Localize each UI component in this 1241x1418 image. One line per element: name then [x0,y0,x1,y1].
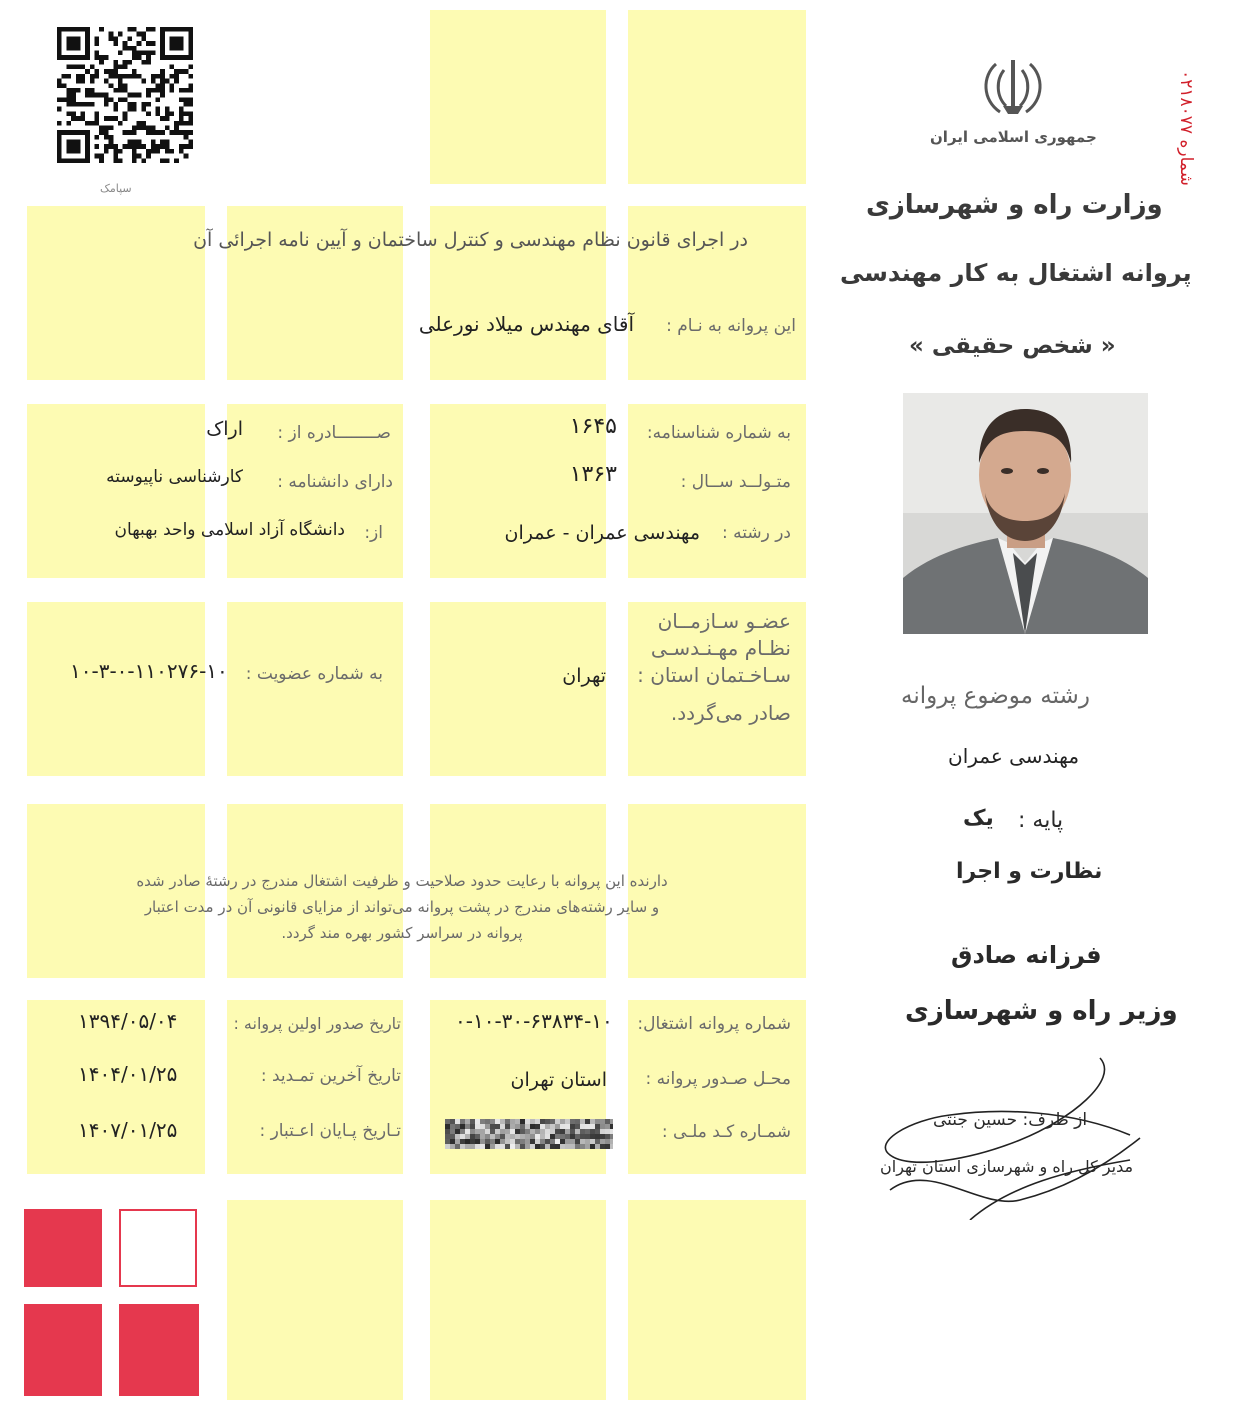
national-code-label: شمـاره کـد ملـی : [661,1122,791,1142]
renewal-value: ۱۴۰۴/۰۱/۲۵ [78,1062,178,1086]
stamp-square-outline [119,1209,197,1287]
holder-name: آقای مهندس میلاد نورعلی [418,312,634,336]
membership-number-label: به شماره عضویت : [245,664,383,684]
qr-caption: سپامک [100,182,132,195]
issued-from-label: صــــــــادره از : [277,423,391,443]
signature [870,1050,1170,1220]
id-number-value: ۱۶۴۵ [569,414,617,439]
first-issue-label: تاریخ صدور اولین پروانه : [233,1014,401,1033]
license-title: پروانه اشتغال به کار مهندسی [840,259,1192,287]
serial-number: شماره ۰۲۱۸۰۷۷ [1176,70,1196,186]
signatory-title: مدیر کل راه و شهرسازی استان تهران [880,1157,1134,1176]
holder-photo [903,393,1148,634]
person-type: « شخص حقیقی » [909,333,1116,359]
signatory-by: از طرف: حسین جنتی [933,1110,1088,1130]
issued-from-value: اراک [206,418,243,440]
subject-field: مهندسی عمران [948,744,1080,768]
renewal-label: تاریخ آخرین تمـدید : [260,1066,401,1086]
license-number-value: ۰-۱۰-۳۰-۶۳۸۳۴-۱۰ [455,1009,613,1033]
minister-name: فرزانه صادق [951,941,1102,969]
birth-year-label: متـولــد ســال : [680,472,791,492]
issue-place-value: استان تهران [510,1069,607,1091]
id-number-label: به شماره شناسنامه: [646,423,791,443]
org-line-1: عضـو سـازمــان [657,609,791,633]
grade-label: پایه : [1018,808,1064,833]
issue-place-label: محـل صـدور پروانه : [645,1069,791,1089]
redacted-national-code [445,1119,613,1149]
degree-label: دارای دانشنامه : [277,472,393,492]
membership-number-value: ۱۰-۳-۰-۱۱۰۲۷۶-۱۰ [70,659,228,683]
membership-issued: صادر می‌گردد. [670,701,791,725]
iran-emblem-icon [978,56,1048,118]
notice-paragraph: دارنده این پروانه با رعایت حدود صلاحیت و ظرفیت اشتغال مندرج در رشتهٔ صادر شده و سایر رشته‌های مندرج در پشت پروانه می‌تواند از مزایای قانونی آن در مدت اعتبار پروانه در سراسر کشور بهره مند گردد. [136,872,668,942]
membership-province: تهران [562,665,606,687]
org-line-2: نظـام مهـنـدسـی [650,636,791,660]
holder-label: این پروانه به نـام : [666,316,796,336]
scope: نظارت و اجرا [956,859,1103,884]
stamp-square-red [24,1209,102,1287]
org-line-3: سـاخـتمان استان : [637,663,791,687]
qr-code-icon [57,27,193,163]
field-label: در رشته : [721,523,791,543]
university-value: دانشگاه آزاد اسلامی واحد بهبهان [114,520,345,540]
ministry-title: وزارت راه و شهرسازی [866,190,1163,220]
expiry-label: تـاریخ پـایان اعـتبار : [259,1121,401,1141]
university-label: از: [364,523,383,543]
license-number-label: شماره پروانه اشتغال: [637,1014,791,1034]
preamble-text: در اجرای قانون نظام مهندسی و کنترل ساختمان و آیین نامه اجرائی آن [193,229,748,251]
emblem-caption: جمهوری اسلامی ایران [930,128,1097,146]
field-value: مهندسی عمران - عمران [504,522,700,544]
minister-title: وزیر راه و شهرسازی [905,996,1178,1026]
degree-value: کارشناسی ناپیوسته [106,467,243,487]
stamp-square-red [24,1304,102,1396]
grade-value: یک [963,806,994,831]
birth-year-value: ۱۳۶۳ [569,462,617,487]
subject-title: رشته موضوع پروانه [901,683,1090,709]
expiry-value: ۱۴۰۷/۰۱/۲۵ [78,1118,178,1142]
first-issue-value: ۱۳۹۴/۰۵/۰۴ [78,1009,178,1033]
stamp-square-red [119,1304,199,1396]
